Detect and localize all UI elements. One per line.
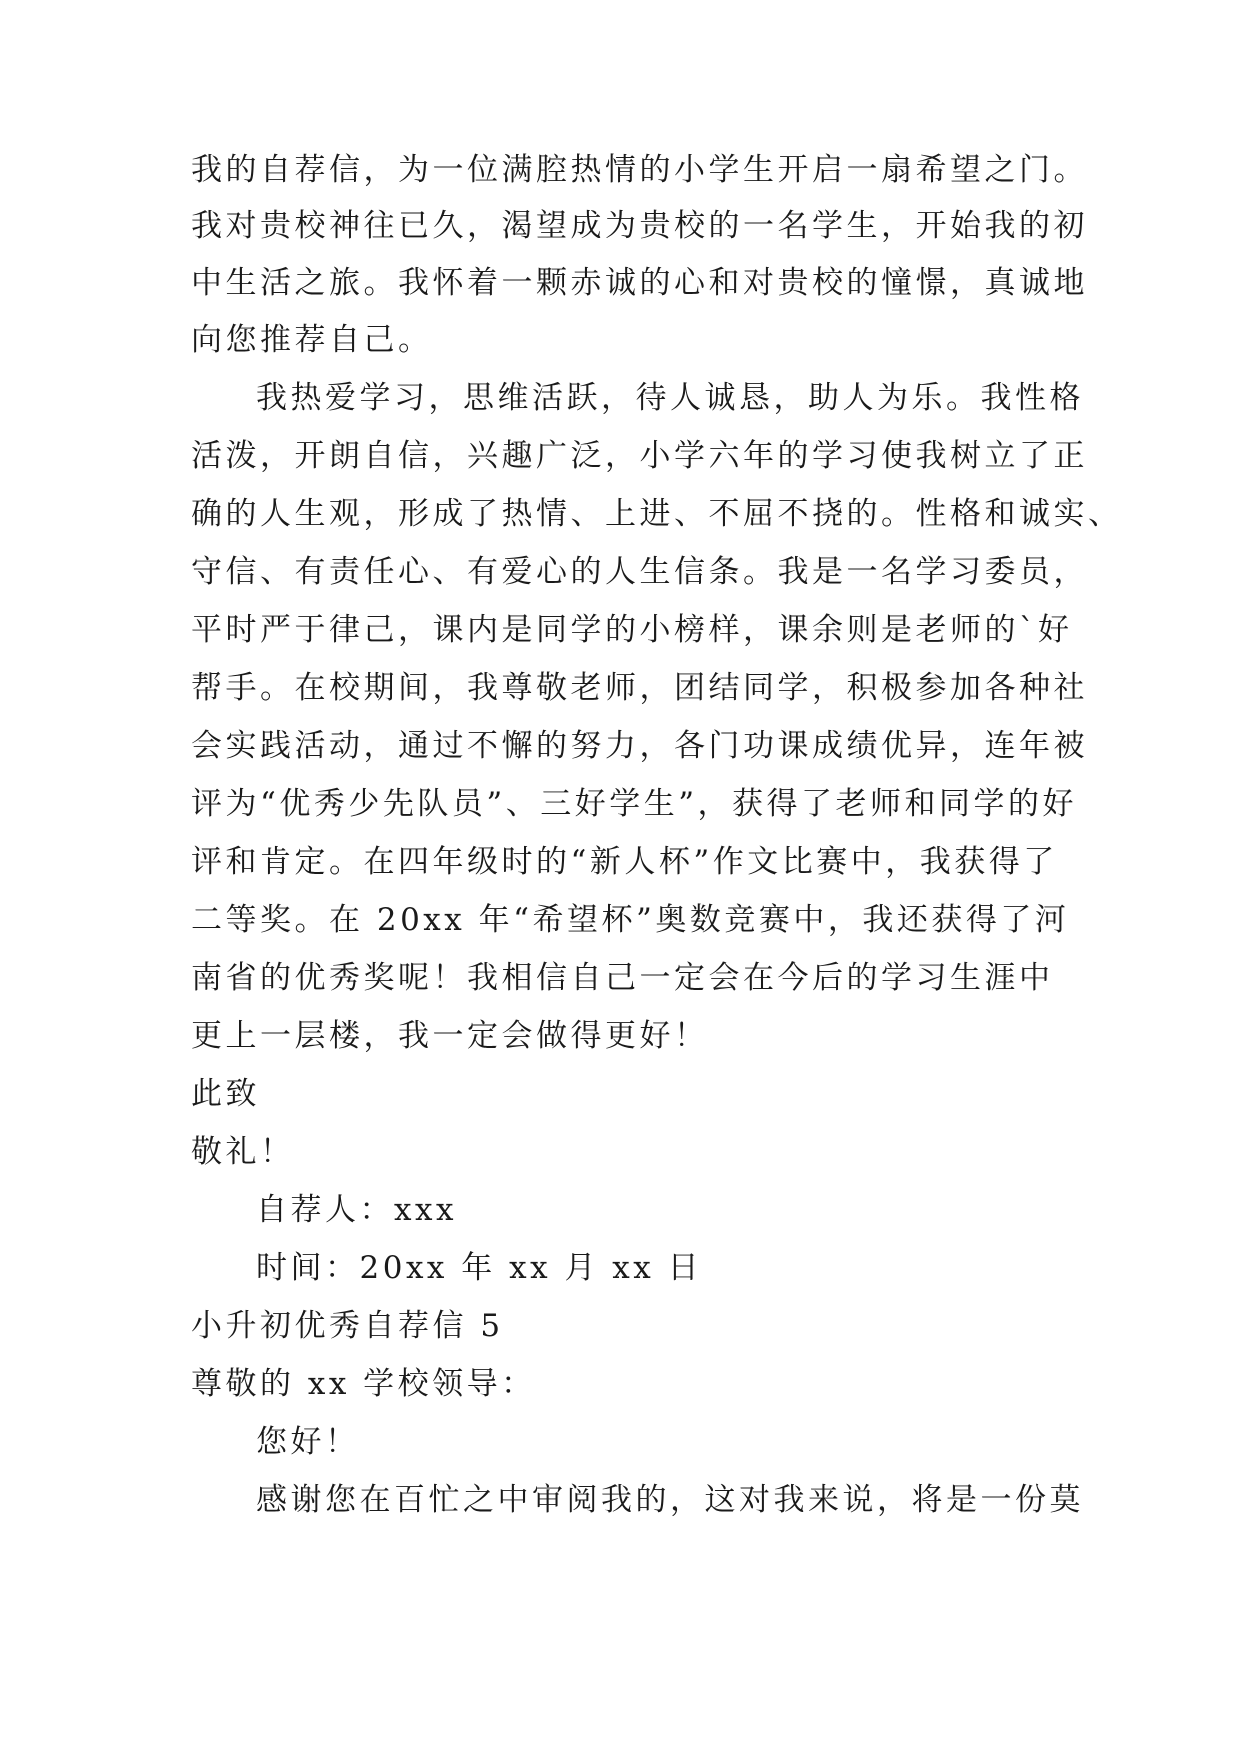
signature-line: 自荐人：xxx [256,1192,457,1228]
paragraph-line: 南省的优秀奖呢！我相信自己一定会在今后的学习生涯中 [191,960,1054,996]
date-line: 时间：20xx 年 xx 月 xx 日 [256,1250,703,1286]
paragraph-line: 帮手。在校期间，我尊敬老师，团结同学，积极参加各种社 [191,670,1088,706]
section-title: 小升初优秀自荐信 5 [191,1308,504,1344]
closing-line: 此致 [191,1076,260,1112]
paragraph-line: 我对贵校神往已久，渴望成为贵校的一名学生，开始我的初 [191,208,1088,244]
closing-salutation: 敬礼！ [191,1134,295,1170]
paragraph-line: 活泼，开朗自信，兴趣广泛，小学六年的学习使我树立了正 [191,438,1088,474]
paragraph-line: 会实践活动，通过不懈的努力，各门功课成绩优异，连年被 [191,728,1088,764]
paragraph-line: 我的自荐信，为一位满腔热情的小学生开启一扇希望之门。 [191,152,1088,188]
paragraph-line: 更上一层楼，我一定会做得更好！ [191,1018,709,1054]
paragraph-line: 我热爱学习，思维活跃，待人诚恳，助人为乐。我性格 [256,380,1084,416]
paragraph-line: 评为“优秀少先队员”、三好学生”，获得了老师和同学的好 [191,786,1078,822]
paragraph-line: 二等奖。在 20xx 年“希望杯”奥数竞赛中，我还获得了河 [191,902,1070,938]
greeting-line: 您好！ [256,1424,360,1460]
paragraph-line: 守信、有责任心、有爱心的人生信条。我是一名学习委员， [191,554,1088,590]
paragraph-line: 中生活之旅。我怀着一颗赤诚的心和对贵校的憧憬，真诚地 [191,265,1088,301]
paragraph-line: 确的人生观，形成了热情、上进、不屈不挠的。性格和诚实、 [191,496,1123,532]
paragraph-line: 感谢您在百忙之中审阅我的，这对我来说，将是一份莫 [256,1482,1084,1518]
greeting-line: 尊敬的 xx 学校领导： [191,1366,536,1402]
paragraph-line: 向您推荐自己。 [191,322,433,358]
paragraph-line: 平时严于律己，课内是同学的小榜样，课余则是老师的`好 [191,612,1073,648]
paragraph-line: 评和肯定。在四年级时的“新人杯”作文比赛中，我获得了 [191,844,1058,880]
